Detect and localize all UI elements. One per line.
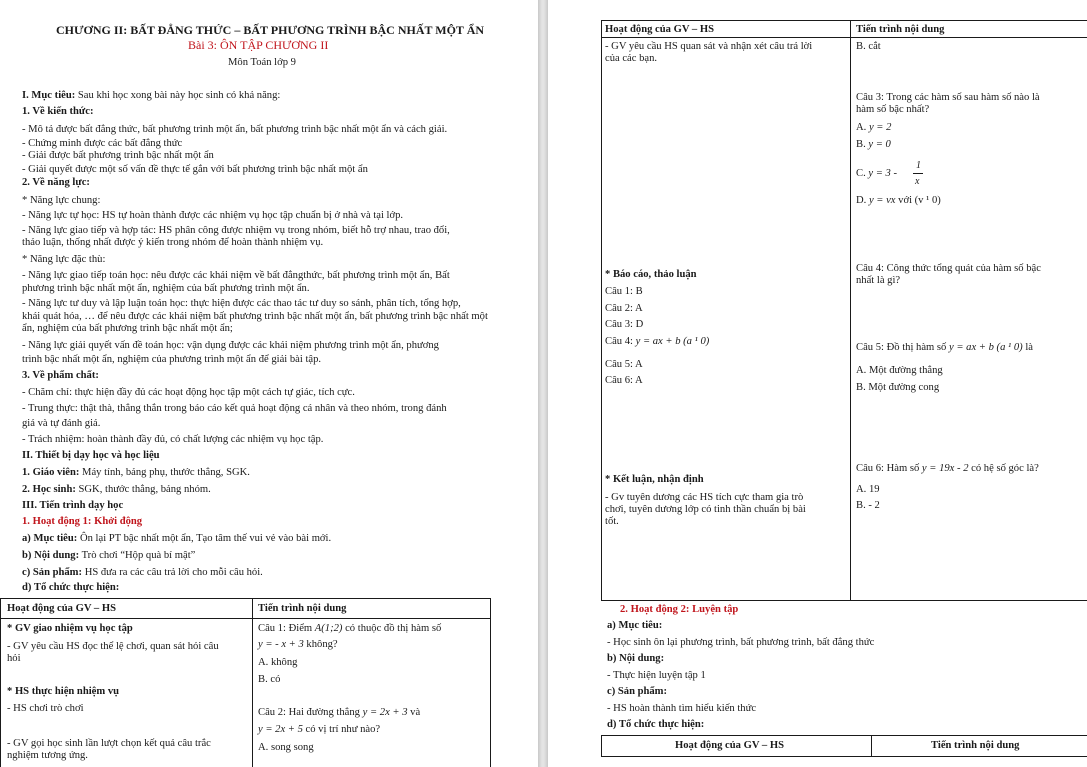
quality-line: - Trung thực: thật thà, thẳng thắn trong báo cáo kết quả hoạt động cá nhân và theo nhóm, trong đánh bbox=[22, 403, 447, 414]
teacher-line: 1. Giáo viên: Máy tính, bảng phụ, thước thẳng, SGK. bbox=[22, 467, 250, 478]
question-4: Câu 4: Công thức tổng quát của hàm số bậc bbox=[856, 263, 1041, 274]
product-line: c) Sản phẩm: HS đưa ra các câu trả lời cho mỗi câu hỏi. bbox=[22, 567, 263, 578]
question-5-option-b: B. Một đường cong bbox=[856, 382, 940, 393]
conclusion-heading: * Kết luận, nhận định bbox=[605, 474, 704, 485]
specific-heading: * Năng lực đặc thù: bbox=[22, 254, 106, 265]
knowledge-line: - Chứng minh được các bất đẳng thức bbox=[22, 138, 183, 149]
gv-call-line: - GV gọi học sinh lần lượt chọn kết quả câu trắc bbox=[7, 738, 211, 749]
specific-line: - Năng lực giải quyết vấn đề toán học: vận dụng được các khái niệm phương trình một ẩn, phương bbox=[22, 340, 439, 351]
equipment-heading: II. Thiết bị dạy học và học liệu bbox=[22, 450, 160, 461]
gv-task-line: - GV yêu cầu HS đọc thể lệ chơi, quan sát hỏi câu bbox=[7, 641, 219, 652]
gv-task-line: hỏi bbox=[7, 653, 21, 664]
general-line: thảo luận, thống nhất được ý kiến trong nhóm để hoàn thành nhiệm vụ. bbox=[22, 237, 324, 248]
gv-observe-line: của các bạn. bbox=[605, 53, 658, 64]
specific-line: - Năng lực tư duy và lập luận toán học: thực hiện được các thao tác tư duy so sánh, phân tích, tổng hợp, bbox=[22, 298, 461, 309]
specific-line: phương trình bậc nhất một ẩn, nghiệm của bất phương trình một ẩn. bbox=[22, 283, 310, 294]
question-1-cont: y = - x + 3 không? bbox=[258, 639, 338, 650]
quality-line: - Trách nhiệm: hoàn thành đầy đủ, có chất lượng các nhiệm vụ học tập. bbox=[22, 434, 324, 445]
question-3-option-a: A. y = 2 bbox=[856, 122, 892, 133]
question-5-option-a: A. Một đường thẳng bbox=[856, 365, 943, 376]
question-2-option-b: B. cắt bbox=[856, 41, 881, 52]
fraction-denominator: x bbox=[915, 176, 920, 187]
question-3-option-b: B. y = 0 bbox=[856, 139, 891, 150]
table-header-content: Tiến trình nội dung bbox=[856, 24, 945, 35]
knowledge-line: - Mô tả được bất đẳng thức, bất phương trình một ẩn, bất phương trình bậc nhất một ẩn và cách giải. bbox=[22, 124, 448, 135]
question-2: Câu 2: Hai đường thẳng y = 2x + 3 và bbox=[258, 707, 421, 718]
fraction-numerator: 1 bbox=[916, 160, 921, 171]
question-3: Câu 3: Trong các hàm số sau hàm số nào là bbox=[856, 92, 1040, 103]
product-line: - HS hoàn thành tìm hiểu kiến thức bbox=[607, 703, 757, 714]
specific-line: trình bậc nhất một ẩn, nghiệm của phương trình một ẩn để giải bài tập. bbox=[22, 354, 322, 365]
objective-heading: a) Mục tiêu: bbox=[607, 620, 663, 631]
hs-task-line: - HS chơi trò chơi bbox=[7, 703, 84, 714]
answer-line: Câu 5: A bbox=[605, 359, 643, 370]
answer-line: Câu 3: D bbox=[605, 319, 644, 330]
specific-line: ẩn, nghiệm của bất phương trình bậc nhất một ẩn; bbox=[22, 323, 233, 334]
gv-call-line: nghiệm tương ứng. bbox=[7, 750, 88, 761]
general-line: - Năng lực tự học: HS tự hoàn thành được các nhiệm vụ học tập chuẩn bị ở nhà và tại lớp. bbox=[22, 210, 404, 221]
question-1: Câu 1: Điểm A(1;2) có thuộc đồ thị hàm số bbox=[258, 623, 442, 634]
knowledge-line: - Giải quyết được một số vấn đề thực tế gắn với bất phương trình bậc nhất một ẩn bbox=[22, 164, 368, 175]
lesson-title: Bài 3: ÔN TẬP CHƯƠNG II bbox=[188, 38, 329, 52]
question-3-option-c: C. y = 3 - bbox=[856, 168, 897, 179]
answer-line: Câu 2: A bbox=[605, 303, 643, 314]
question-5: Câu 5: Đồ thị hàm số y = ax + b (a ¹ 0) là bbox=[856, 342, 1033, 353]
question-2-option-a: A. song song bbox=[258, 742, 314, 753]
skills-heading: 2. Về năng lực: bbox=[22, 177, 90, 188]
objective-line: a) Mục tiêu: Ôn lại PT bậc nhất một ẩn, Tạo tâm thế vui vẻ vào bài mới. bbox=[22, 533, 332, 544]
hs-task-heading: * HS thực hiện nhiệm vụ bbox=[7, 686, 120, 697]
quality-line: - Chăm chỉ: thực hiện đầy đủ các hoạt động học tập một cách tự giác, tích cực. bbox=[22, 387, 355, 398]
specific-line: - Năng lực giao tiếp toán học: nêu được các khái niệm về bất đẳngthức, bất phương trình một ẩn, Bất bbox=[22, 270, 450, 281]
document-page-left bbox=[0, 0, 538, 767]
content-heading: b) Nội dung: bbox=[607, 653, 665, 664]
question-6-option-b: B. - 2 bbox=[856, 500, 880, 511]
content-line: b) Nội dung: Trò chơi “Hộp quà bí mật” bbox=[22, 550, 196, 561]
gv-task-heading: * GV giao nhiệm vụ học tập bbox=[7, 623, 133, 634]
general-line: - Năng lực giao tiếp và hợp tác: HS phân công được nhiệm vụ trong nhóm, biết hỗ trợ nhau, trao đổi, bbox=[22, 225, 450, 236]
general-heading: * Năng lực chung: bbox=[22, 195, 101, 206]
page-gap bbox=[538, 0, 548, 767]
question-6-option-a: A. 19 bbox=[856, 484, 880, 495]
specific-line: khái quát hóa, … để nêu được các khái niệm bất phương trình bậc nhất một ẩn, bất phương trình bậc nhất một bbox=[22, 311, 488, 322]
process-heading: III. Tiến trình dạy học bbox=[22, 500, 124, 511]
table-header-activity: Hoạt động của GV – HS bbox=[605, 24, 714, 35]
activity-1-heading: 1. Hoạt động 1: Khởi động bbox=[22, 516, 143, 527]
objective-line: - Học sinh ôn lại phương trình, bất phương trình, bất đẳng thức bbox=[607, 637, 875, 648]
quality-heading: 3. Về phẩm chất: bbox=[22, 370, 99, 381]
question-3-cont: hàm số bậc nhất? bbox=[856, 104, 930, 115]
table-header-activity: Hoạt động của GV – HS bbox=[675, 740, 784, 751]
organization-heading: d) Tổ chức thực hiện: bbox=[607, 719, 705, 730]
student-line: 2. Học sinh: SGK, thước thẳng, bảng nhóm. bbox=[22, 484, 211, 495]
question-6: Câu 6: Hàm số y = 19x - 2 có hệ số góc là? bbox=[856, 463, 1039, 474]
chapter-title: CHƯƠNG II: BẤT ĐẲNG THỨC – BẤT PHƯƠNG TRÌNH BẬC NHẤT MỘT ẨN bbox=[56, 23, 485, 37]
quality-line: giá và tự đánh giá. bbox=[22, 418, 101, 429]
conclusion-line: - Gv tuyên dương các HS tích cực tham gia trò bbox=[605, 492, 804, 503]
gv-observe-line: - GV yêu cầu HS quan sát và nhận xét câu trả lời bbox=[605, 41, 813, 52]
report-heading: * Báo cáo, thảo luận bbox=[605, 269, 697, 280]
organization-heading: d) Tổ chức thực hiện: bbox=[22, 582, 120, 593]
activity-2-heading: 2. Hoạt động 2: Luyện tập bbox=[620, 604, 739, 615]
table-header-activity: Hoạt động của GV – HS bbox=[7, 603, 116, 614]
conclusion-line: tốt. bbox=[605, 516, 619, 527]
knowledge-line: - Giải được bất phương trình bậc nhất một ẩn bbox=[22, 150, 214, 161]
answer-line: Câu 1: B bbox=[605, 286, 643, 297]
question-1-option-a: A. không bbox=[258, 657, 298, 668]
table-header-content: Tiến trình nội dung bbox=[931, 740, 1020, 751]
question-3-option-d: D. y = vx với (v ¹ 0) bbox=[856, 195, 941, 206]
question-2-cont: y = 2x + 5 có vị trí như nào? bbox=[258, 724, 381, 735]
objectives-line: I. Mục tiêu: Sau khi học xong bài này học sinh có khả năng: bbox=[22, 90, 281, 101]
table-header-content: Tiến trình nội dung bbox=[258, 603, 347, 614]
knowledge-heading: 1. Về kiến thức: bbox=[22, 106, 94, 117]
answer-line: Câu 6: A bbox=[605, 375, 643, 386]
question-4-cont: nhất là gì? bbox=[856, 275, 901, 286]
conclusion-line: chơi, tuyên dương lớp có tinh thần chuẩn bị bài bbox=[605, 504, 806, 515]
question-1-option-b: B. có bbox=[258, 674, 281, 685]
product-heading: c) Sản phẩm: bbox=[607, 686, 668, 697]
content-line: - Thực hiện luyện tập 1 bbox=[607, 670, 706, 681]
subject-line: Môn Toán lớp 9 bbox=[228, 57, 296, 68]
answer-line: Câu 4: y = ax + b (a ¹ 0) bbox=[605, 336, 710, 347]
document-page-right bbox=[548, 0, 1087, 767]
